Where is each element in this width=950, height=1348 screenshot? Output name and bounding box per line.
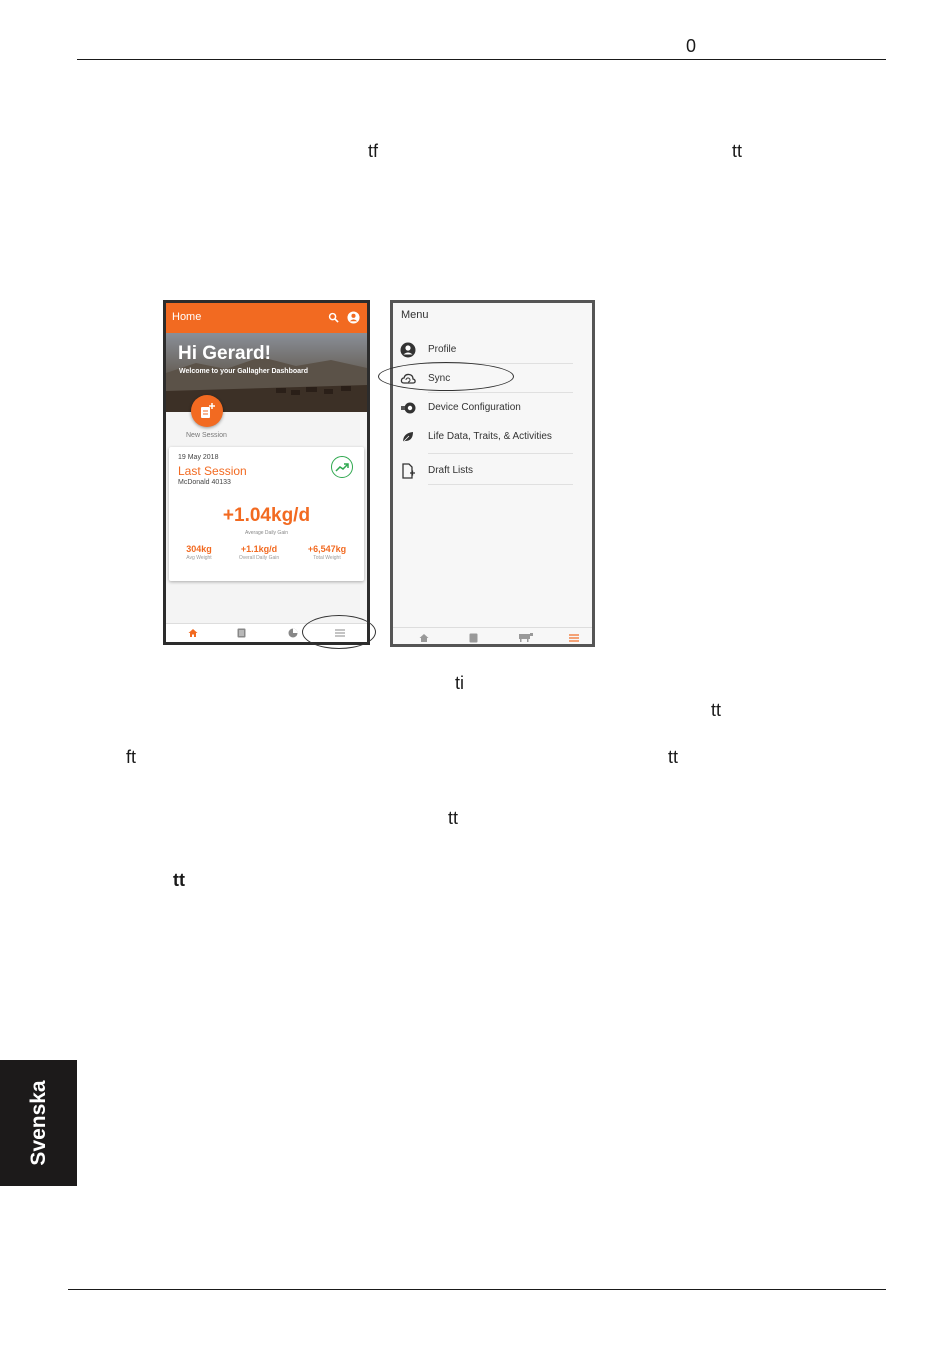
menu-item-draft-lists[interactable] xyxy=(393,457,573,485)
callout-ellipse-sync xyxy=(378,362,514,391)
list-icon[interactable] xyxy=(469,633,478,643)
stat-overall-daily-gain xyxy=(229,544,289,561)
text-fragment: ft xyxy=(126,747,137,767)
card-subtitle: McDonald 40133 xyxy=(178,479,231,486)
draft-file-icon xyxy=(400,463,416,479)
average-daily-gain-value: +1.04kg/d xyxy=(222,505,311,526)
text-fragment-bold: tt xyxy=(173,870,185,890)
welcome-text: Welcome to your Gallagher Dashboard xyxy=(179,368,309,375)
bottom-navigation xyxy=(393,627,592,644)
text-fragment: tt xyxy=(448,808,459,828)
menu-item-label: Sync xyxy=(428,373,451,384)
device-settings-icon xyxy=(400,400,416,416)
stat-value: +1.1kg/d xyxy=(240,544,278,554)
stat-label: Overall Daily Gain xyxy=(238,555,280,561)
pie-icon[interactable] xyxy=(288,628,298,638)
new-session-button[interactable] xyxy=(191,395,223,427)
account-circle-icon xyxy=(400,342,416,358)
text-fragment: tf xyxy=(368,141,379,161)
menu-item-label: Life Data, Traits, & Activities xyxy=(428,431,552,442)
cow-icon[interactable] xyxy=(519,633,533,642)
menu-item-life-data[interactable] xyxy=(393,423,573,451)
trending-up-icon xyxy=(331,456,353,478)
stat-label: Avg Weight xyxy=(186,555,212,561)
home-screen-screenshot xyxy=(163,300,370,645)
divider xyxy=(428,453,573,454)
text-fragment: tt xyxy=(668,747,679,767)
menu-item-device-configuration[interactable] xyxy=(393,394,573,422)
menu-item-label: Profile xyxy=(428,344,457,355)
stat-value: +6,547kg xyxy=(307,544,347,554)
greeting: Hi Gerard! xyxy=(178,343,271,364)
footer-rule xyxy=(68,1289,886,1290)
menu-title: Menu xyxy=(401,309,429,321)
new-session-icon xyxy=(199,402,216,419)
text-fragment: ti xyxy=(455,673,464,693)
stat-avg-weight xyxy=(169,544,229,561)
list-icon[interactable] xyxy=(237,628,246,638)
search-icon[interactable] xyxy=(328,312,339,323)
language-tab-label: Svenska xyxy=(26,1080,50,1166)
menu-item-label: Draft Lists xyxy=(428,465,474,476)
menu-item-profile[interactable] xyxy=(393,336,573,364)
divider xyxy=(428,484,573,485)
menu-item-label: Device Configuration xyxy=(428,402,521,413)
account-circle-icon[interactable] xyxy=(347,311,360,324)
leaf-icon xyxy=(400,429,416,445)
stat-total-weight xyxy=(297,544,357,561)
session-date: 19 May 2018 xyxy=(178,454,219,461)
stat-label: Total Weight xyxy=(313,555,341,561)
card-title: Last Session xyxy=(178,464,247,478)
menu-icon[interactable] xyxy=(569,634,579,642)
new-session-label: New Session xyxy=(186,432,227,439)
app-bar xyxy=(166,303,367,333)
language-tab xyxy=(0,1060,77,1186)
divider xyxy=(428,392,573,393)
last-session-card[interactable] xyxy=(169,447,364,581)
app-bar-title: Home xyxy=(172,311,202,323)
text-fragment: tt xyxy=(711,700,722,720)
average-daily-gain-label: Average Daily Gain xyxy=(245,530,288,536)
home-icon[interactable] xyxy=(419,633,429,643)
callout-ellipse-menu xyxy=(302,615,376,649)
page-number: 0 xyxy=(686,36,697,56)
text-fragment: tt xyxy=(732,141,743,161)
header-rule xyxy=(77,59,886,60)
home-icon[interactable] xyxy=(188,628,198,638)
menu-screen-screenshot xyxy=(390,300,595,647)
stat-value: 304kg xyxy=(186,544,212,554)
